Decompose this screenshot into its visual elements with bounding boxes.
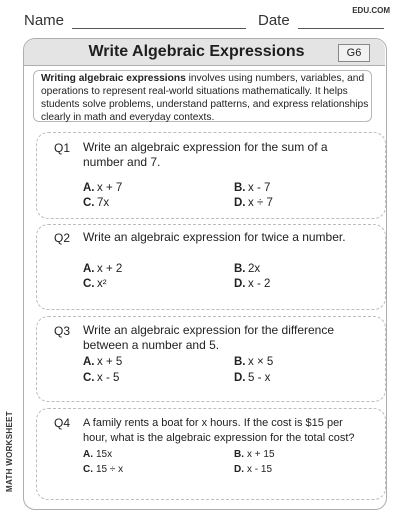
option-a[interactable]: A. x + 2 [83,263,123,275]
question-text-line: Write an algebraic expression for the sum of a [83,140,328,154]
intro-text: involves using numbers, variables, and operations to represent real-world situations mathematically. It helps students solve problems, understand patterns, and express relationships clearly in math and everyday contexts. [41,73,369,123]
intro-box [33,70,372,122]
intro-lead: Writing algebraic expressions [41,73,186,84]
grade-badge: G6 [338,44,370,62]
date-line[interactable] [298,28,384,29]
question-number: Q4 [54,416,71,430]
side-label: MATH WORKSHEET [5,411,14,492]
question-text-line: between a number and 5. [83,338,220,352]
page-title: Write Algebraic Expressions [88,43,305,60]
logo: EDU.COM [352,6,390,15]
option-b[interactable]: B. 2x [234,263,261,275]
name-label: Name [24,12,65,29]
option-a[interactable]: A. x + 5 [83,356,123,368]
option-a[interactable]: A. 15x [83,449,113,460]
option-b[interactable]: B. x - 7 [234,182,271,194]
option-d[interactable]: D. x - 2 [234,278,271,290]
option-c[interactable]: C. x - 5 [83,372,120,384]
question-text-line: Write an algebraic expression for the difference [83,323,335,337]
option-d[interactable]: D. x - 15 [234,464,273,475]
date-label: Date [258,12,290,29]
question-text-line: number and 7. [83,155,161,169]
question-number: Q1 [54,141,71,155]
option-a[interactable]: A. x + 7 [83,182,123,194]
option-c[interactable]: C. 7x [83,197,110,209]
question-number: Q2 [54,231,71,245]
option-d[interactable]: D. x ÷ 7 [234,197,273,209]
question-text-line: A family rents a boat for x hours. If the cost is $15 per [83,417,343,429]
name-line[interactable] [72,28,246,29]
option-c[interactable]: C. x² [83,278,107,290]
option-b[interactable]: B. x + 15 [234,449,275,460]
question-text-line: Write an algebraic expression for twice a number. [83,230,346,244]
option-b[interactable]: B. x × 5 [234,356,274,368]
option-c[interactable]: C. 15 ÷ x [83,464,124,475]
question-number: Q3 [54,324,71,338]
question-text-line: hour, what is the algebraic expression for the total cost? [83,432,355,444]
option-d[interactable]: D. 5 - x [234,372,271,384]
